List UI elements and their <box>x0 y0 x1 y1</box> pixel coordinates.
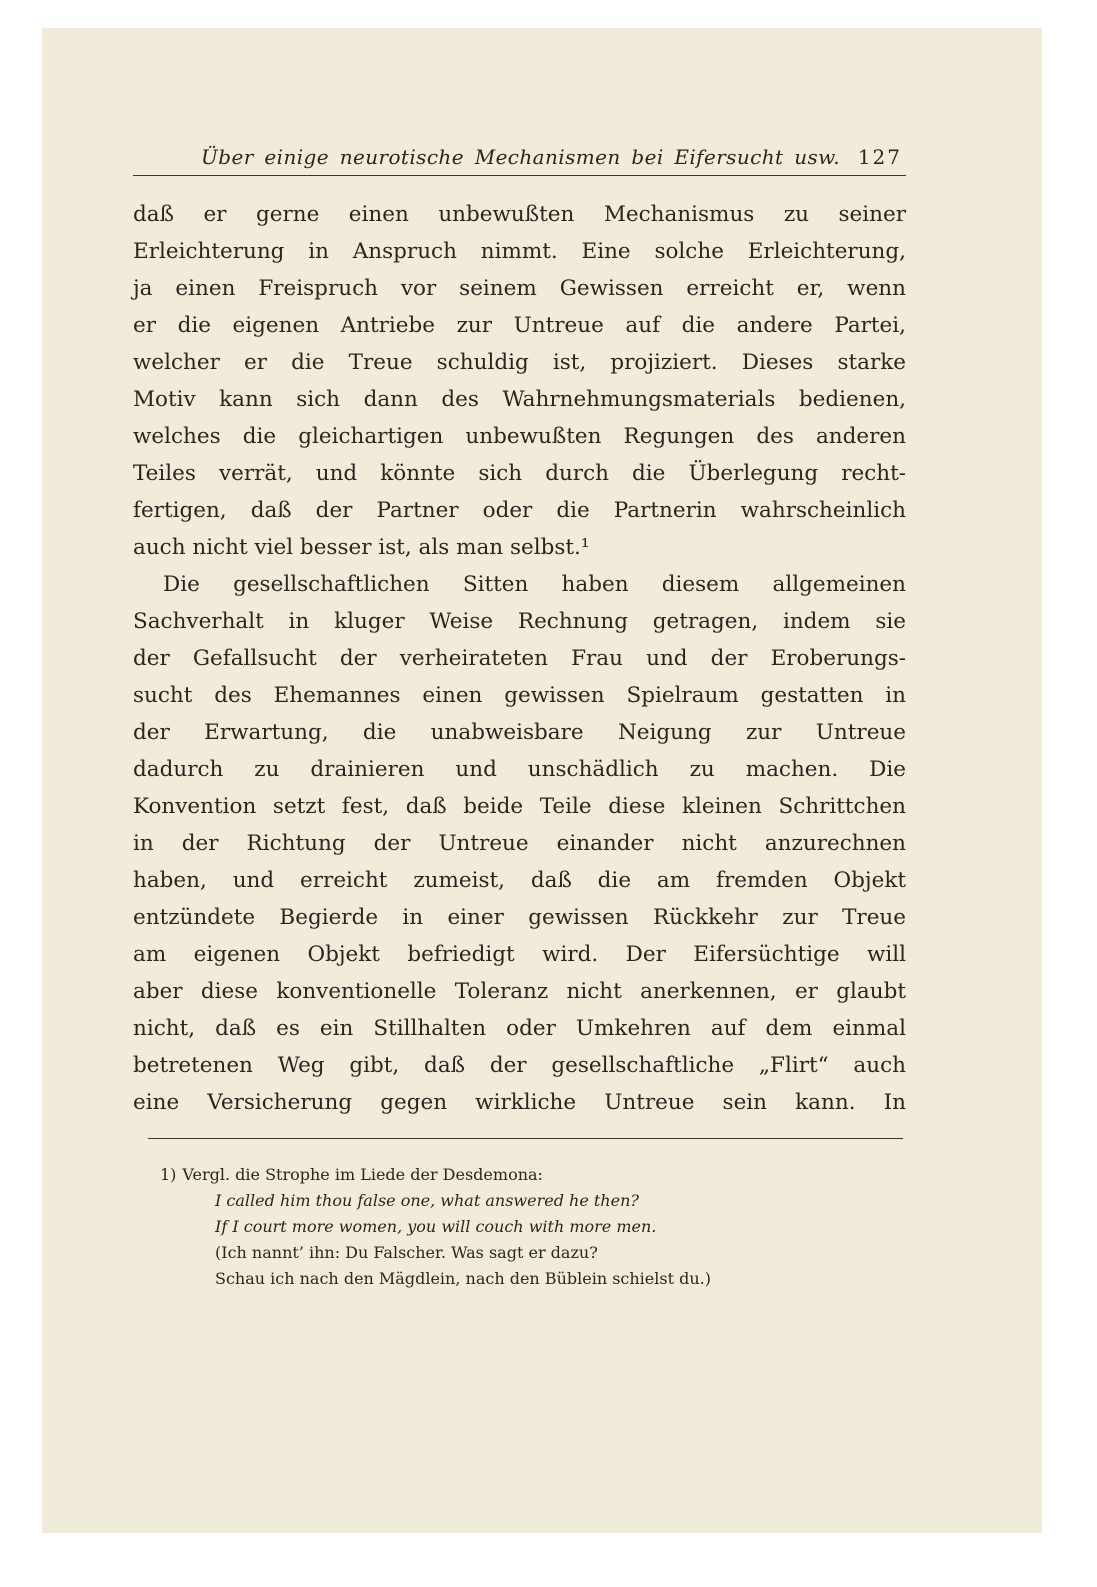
text-line: auch nicht viel besser ist, als man selbst.¹ <box>133 535 590 560</box>
footnote-rule <box>148 1138 903 1139</box>
footnote-intro-line <box>160 1162 900 1188</box>
text-line: Die gesellschaftlichen Sitten haben diesem allgemeinen <box>163 572 906 597</box>
text-line: Erleichterung in Anspruch nimmt. Eine solche Erleichterung, <box>133 239 906 264</box>
text-line: dadurch zu drainieren und unschädlich zu machen. Die <box>133 757 906 782</box>
text-line: ja einen Freispruch vor seinem Gewissen erreicht er, wenn <box>133 276 906 301</box>
text-line: Motiv kann sich dann des Wahrnehmungsmaterials bedienen, <box>133 387 906 412</box>
footnote-verse-line: If I court more women, you will couch with more men. <box>215 1217 657 1236</box>
running-head <box>133 145 906 176</box>
footnote <box>160 1162 900 1292</box>
text-line: er die eigenen Antriebe zur Untreue auf die andere Partei, <box>133 313 906 338</box>
text-line: in der Richtung der Untreue einander nicht anzurechnen <box>133 831 906 856</box>
text-line: welcher er die Treue schuldig ist, projiziert. Dieses starke <box>133 350 906 375</box>
text-line: der Gefallsucht der verheirateten Frau und der Eroberungs- <box>133 646 906 671</box>
body-text <box>133 196 906 1121</box>
text-line: betretenen Weg gibt, daß der gesellschaftliche „Flirt“ auch <box>133 1053 906 1078</box>
text-line: nicht, daß es ein Stillhalten oder Umkehren auf dem einmal <box>133 1016 906 1041</box>
text-line: aber diese konventionelle Toleranz nicht anerkennen, er glaubt <box>133 979 906 1004</box>
footnote-marker: 1) <box>160 1165 177 1184</box>
footnote-verse-line: I called him thou false one, what answered he then? <box>215 1191 639 1210</box>
page-number: 127 <box>857 145 902 169</box>
text-line: Sachverhalt in kluger Weise Rechnung getragen, indem sie <box>133 609 906 634</box>
text-line: eine Versicherung gegen wirkliche Untreue sein kann. In <box>133 1090 906 1115</box>
text-line: Teiles verrät, und könnte sich durch die Überlegung recht- <box>133 461 906 486</box>
text-line: der Erwartung, die unabweisbare Neigung zur Untreue <box>133 720 906 745</box>
text-line: haben, und erreicht zumeist, daß die am fremden Objekt <box>133 868 906 893</box>
text-line: welches die gleichartigen unbewußten Regungen des anderen <box>133 424 906 449</box>
text-line: daß er gerne einen unbewußten Mechanismus zu seiner <box>133 202 906 227</box>
text-line: Konvention setzt fest, daß beide Teile diese kleinen Schrittchen <box>133 794 906 819</box>
text-line: fertigen, daß der Partner oder die Partnerin wahrscheinlich <box>133 498 906 523</box>
footnote-verse-line: Schau ich nach den Mägdlein, nach den Büblein schielst du.) <box>215 1269 711 1288</box>
footnote-verse-line: (Ich nannt’ ihn: Du Falscher. Was sagt er dazu? <box>215 1243 598 1262</box>
text-line: am eigenen Objekt befriedigt wird. Der Eifersüchtige will <box>133 942 906 967</box>
text-line: entzündete Begierde in einer gewissen Rückkehr zur Treue <box>133 905 906 930</box>
text-line: sucht des Ehemannes einen gewissen Spielraum gestatten in <box>133 683 906 708</box>
footnote-intro: Vergl. die Strophe im Liede der Desdemona: <box>182 1165 543 1184</box>
running-head-title: Über einige neurotische Mechanismen bei Eifersucht usw. <box>201 145 841 169</box>
